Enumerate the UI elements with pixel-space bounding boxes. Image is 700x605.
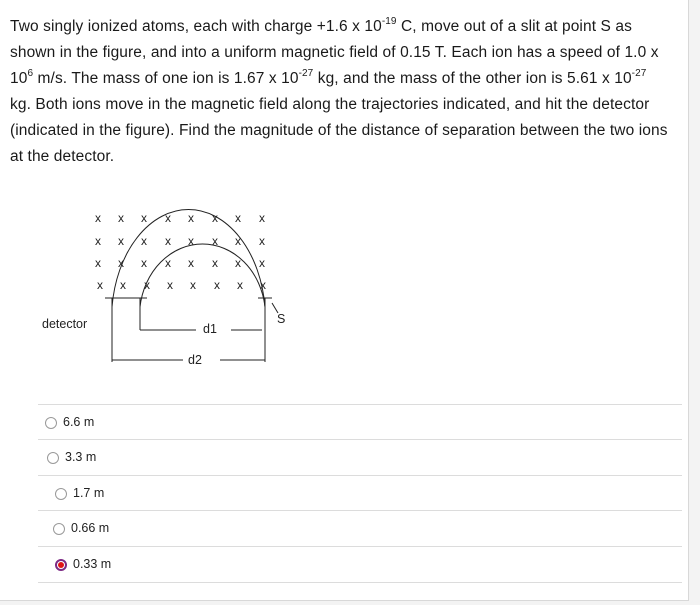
field-x-mark: x <box>141 211 147 225</box>
field-x-mark: x <box>212 234 218 248</box>
field-x-mark: x <box>95 211 101 225</box>
detector-label: detector <box>42 317 88 331</box>
field-x-mark: x <box>259 256 265 270</box>
option-label: 1.7 m <box>73 486 105 500</box>
field-x-mark: x <box>188 211 194 225</box>
field-x-mark: x <box>97 278 103 292</box>
field-x-mark: x <box>235 211 241 225</box>
field-x-mark: x <box>165 234 171 248</box>
field-x-mark: x <box>188 256 194 270</box>
radio-button[interactable] <box>55 488 67 500</box>
question-text: Two singly ionized atoms, each with charge +1.6 x $10^{-19}$ C, move out of a slit at point S as shown in the figure, and into a uniform magnetic field of 0.15 T. Each ion has a speed of 1.0 x $10^6$ m/s. The mass of one ion is 1.67 x $10^{-27}$ kg, and the mass of the other ion is 5.61 x $10^{-27}$ kg. Both ions move in the magnetic field along the trajectories indicated, and hit the detector (indicated in the figure). Find the magnitude of the distance of separation between the two ions at the detector. <box>10 15 668 165</box>
field-x-mark: x <box>260 278 266 292</box>
field-x-mark: x <box>165 211 171 225</box>
option-label: 3.3 m <box>65 450 97 464</box>
field-x-mark: x <box>190 278 196 292</box>
field-x-mark: x <box>118 256 124 270</box>
field-x-mark: x <box>118 211 124 225</box>
field-x-mark: x <box>141 256 147 270</box>
field-x-mark: x <box>120 278 126 292</box>
field-x-mark: x <box>141 234 147 248</box>
field-x-mark: x <box>212 256 218 270</box>
option-label: 0.33 m <box>73 557 112 571</box>
field-x-mark: x <box>144 278 150 292</box>
slit-label: S <box>277 312 286 326</box>
radio-button[interactable] <box>45 417 57 429</box>
field-x-mark: x <box>167 278 173 292</box>
field-x-mark: x <box>237 278 243 292</box>
field-x-mark: x <box>259 234 265 248</box>
trajectory-inner <box>140 244 265 307</box>
radio-button[interactable] <box>53 523 65 535</box>
field-x-mark: x <box>235 234 241 248</box>
answer-option[interactable] <box>0 405 688 441</box>
option-label: 6.6 m <box>63 415 95 429</box>
option-label: 0.66 m <box>71 521 110 535</box>
field-x-mark: x <box>212 211 218 225</box>
answer-option[interactable] <box>0 440 688 476</box>
radio-button-selected[interactable] <box>55 559 67 571</box>
answer-option[interactable] <box>0 547 688 583</box>
field-x-mark: x <box>259 211 265 225</box>
answer-option[interactable] <box>0 511 688 547</box>
answer-option[interactable] <box>0 476 688 512</box>
option-divider <box>38 582 682 583</box>
d2-label: d2 <box>188 353 202 367</box>
field-x-mark: x <box>188 234 194 248</box>
field-x-mark: x <box>118 234 124 248</box>
field-x-mark: x <box>95 234 101 248</box>
field-x-mark: x <box>235 256 241 270</box>
d1-label: d1 <box>203 322 217 336</box>
radio-button[interactable] <box>47 452 59 464</box>
field-x-mark: x <box>95 256 101 270</box>
field-x-mark: x <box>214 278 220 292</box>
magnetic-field-marks <box>95 211 266 292</box>
field-x-mark: x <box>165 256 171 270</box>
